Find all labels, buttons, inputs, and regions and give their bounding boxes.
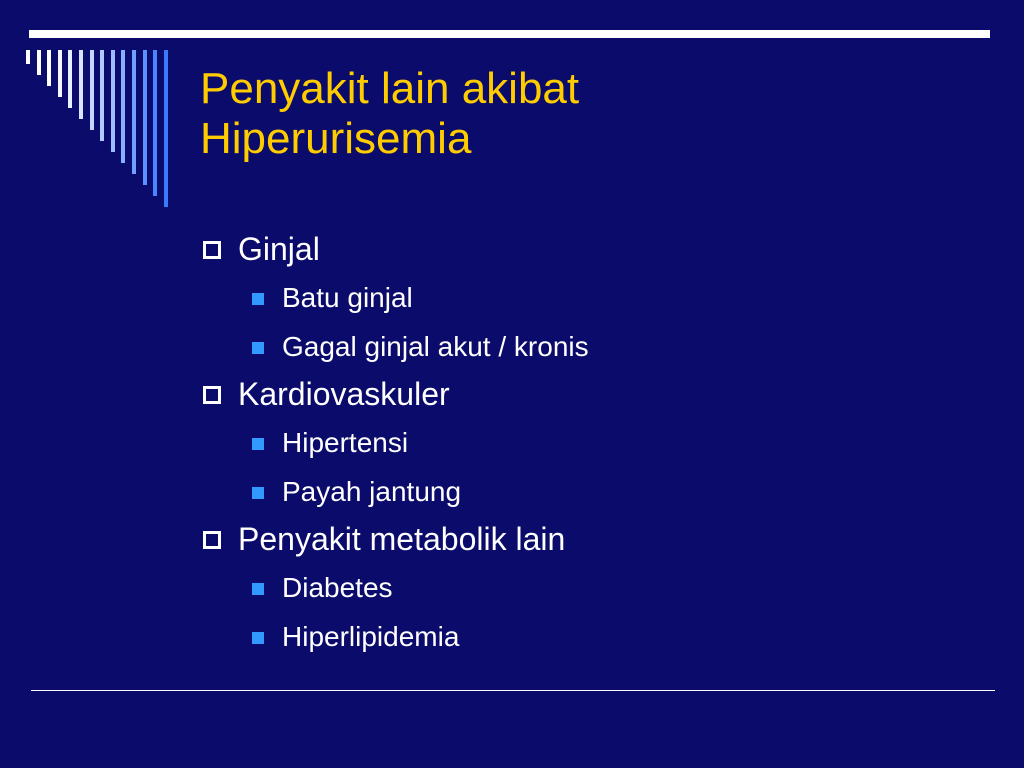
title-line-2: Hiperurisemia [200, 114, 472, 163]
bullet-text: Penyakit metabolik lain [238, 521, 566, 557]
hollow-square-bullet-icon [203, 386, 221, 404]
bullet-item [200, 226, 980, 273]
decorative-stripe [90, 50, 94, 130]
decorative-stripe [143, 50, 147, 185]
slide-title [200, 64, 980, 164]
filled-square-bullet-icon [252, 438, 264, 450]
decorative-stripe [47, 50, 51, 86]
sub-bullet-text: Hiperlipidemia [282, 621, 460, 652]
decorative-stripes [0, 0, 200, 220]
filled-square-bullet-icon [252, 293, 264, 305]
decorative-stripe [79, 50, 83, 119]
decorative-stripe [58, 50, 62, 97]
bullet-item [200, 371, 980, 418]
sub-bullet-item [200, 563, 980, 612]
filled-square-bullet-icon [252, 632, 264, 644]
bullet-item [200, 516, 980, 563]
decorative-stripe [68, 50, 72, 108]
title-line-1: Penyakit lain akibat [200, 64, 580, 113]
decorative-stripe [37, 50, 41, 75]
sub-bullet-item [200, 612, 980, 661]
bullet-list [200, 226, 980, 661]
bottom-rule [31, 690, 995, 691]
decorative-stripe [164, 50, 168, 207]
sub-bullet-text: Payah jantung [282, 476, 462, 507]
decorative-stripe [100, 50, 104, 141]
sub-bullet-item [200, 418, 980, 467]
decorative-stripe [121, 50, 125, 163]
bullet-text: Ginjal [238, 231, 320, 267]
decorative-stripe [111, 50, 115, 152]
filled-square-bullet-icon [252, 583, 264, 595]
sub-bullet-text: Gagal ginjal akut / kronis [282, 331, 589, 362]
bullet-text: Kardiovaskuler [238, 376, 450, 412]
sub-bullet-item [200, 273, 980, 322]
sub-bullet-item [200, 467, 980, 516]
decorative-stripe [132, 50, 136, 174]
hollow-square-bullet-icon [203, 531, 221, 549]
filled-square-bullet-icon [252, 487, 264, 499]
decorative-stripe [153, 50, 157, 196]
sub-bullet-item [200, 322, 980, 371]
decorative-stripe [26, 50, 30, 64]
filled-square-bullet-icon [252, 342, 264, 354]
hollow-square-bullet-icon [203, 241, 221, 259]
sub-bullet-text: Batu ginjal [282, 282, 413, 313]
sub-bullet-text: Diabetes [282, 572, 393, 603]
sub-bullet-text: Hipertensi [282, 427, 409, 458]
